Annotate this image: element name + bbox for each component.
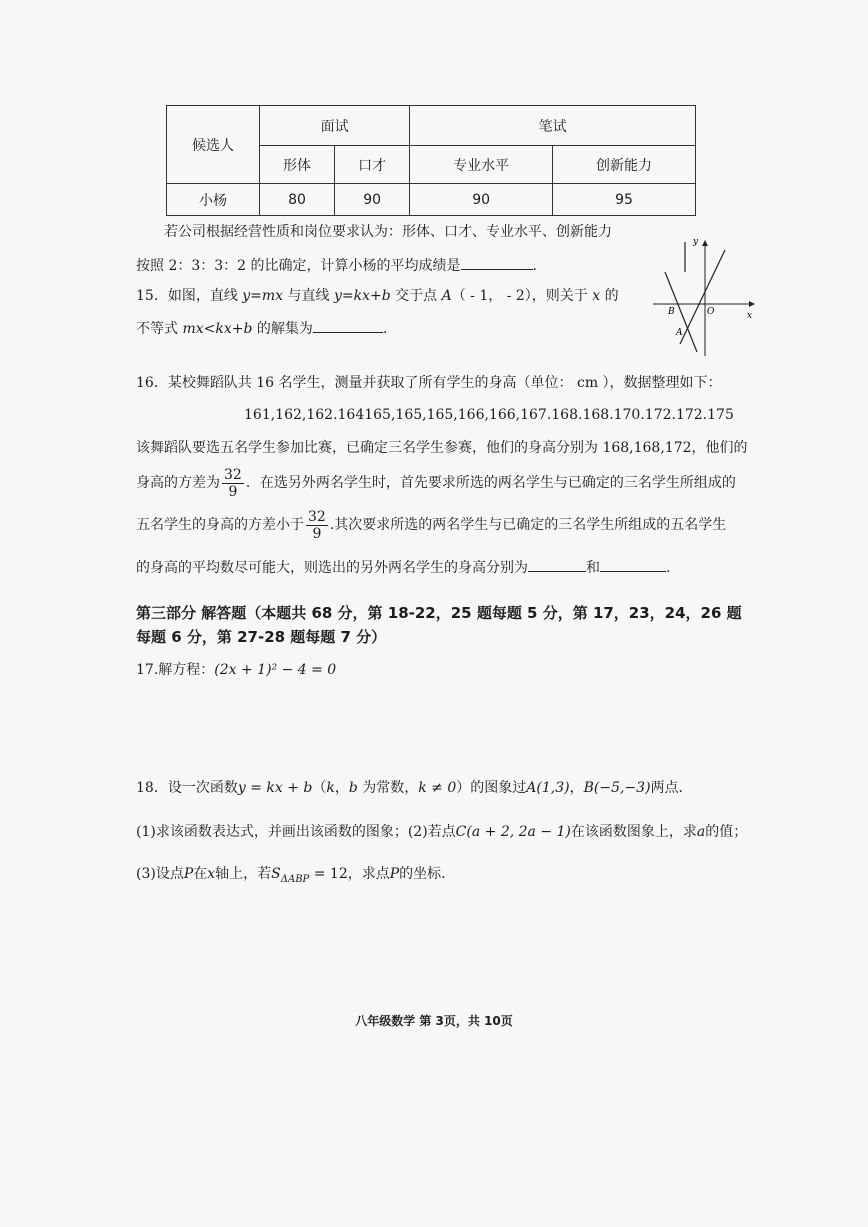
part3-heading-line1: 第三部分 解答题（本题共 68 分，第 18-22，25 题每题 5 分，第 17，23，24，26 题 [136,604,742,622]
q15-text: 15．如图，直线 [136,288,243,304]
q16-text: .其次要求所选的两名学生与已确定的三名学生所组成的五名学生 [329,517,727,533]
q16-line5 [136,508,726,542]
q15-text: （ - 1， - 2），则关于 [451,288,593,304]
score-table [166,105,696,216]
q18-line1 [136,778,683,798]
q18-line3 [136,864,446,890]
q16-text: 的身高的平均数尽可能大，则选出的另外两名学生的身高分别为 [136,560,528,576]
graph-label-x: x [747,311,753,321]
q18-text: 的坐标. [399,866,446,882]
graph-label-O: O [707,307,715,317]
q15-text: 不等式 [136,321,183,337]
q15-text: 的解集为 [252,321,313,337]
q17 [136,660,336,680]
q16-period: . [666,560,671,576]
q16-text: 和 [586,560,600,576]
q16-line6 [136,557,670,578]
fraction-num: 32 [308,508,326,525]
q18-text: = 12，求点 [309,866,390,882]
x-axis-arrow [749,301,755,307]
q15-line2 [136,318,387,339]
q15-ineq: mx<kx+b [182,321,253,337]
col-header: 口才 [335,146,410,184]
part3-heading-line2: 每题 6 分，第 27-28 题每题 7 分） [136,628,387,646]
col-header: 专业水平 [410,146,553,184]
q18-ptA: A(1,3) [526,780,570,796]
header-interview: 面试 [260,106,410,146]
col-header: 创新能力 [553,146,696,184]
q18-text: 轴上，若 [215,866,272,882]
q18-text: ）的图象过 [456,780,527,796]
answer-blank[interactable] [600,557,666,572]
graph-label-y: y [693,237,699,247]
q15-graph [645,232,760,362]
q15-text: 交于点 [390,288,442,304]
fraction-num: 32 [224,466,242,483]
fraction [306,509,328,542]
q18-text: （ [312,780,327,796]
q18-P: P [389,866,400,882]
q18-b: b [348,780,358,796]
col-header: 形体 [260,146,335,184]
table-cell: 90 [410,184,553,216]
q15-var: x [592,288,601,304]
answer-blank[interactable] [461,255,533,270]
q18-S: S [271,866,281,882]
answer-blank[interactable] [313,318,383,333]
q18-k: k [326,780,335,796]
row-name: 小杨 [167,184,260,216]
q18-x: x [207,866,216,882]
table-cell: 80 [260,184,335,216]
q14-period: . [532,258,537,274]
q15-line1 [136,286,619,306]
q18-text: ， [334,780,349,796]
q17-label: 17.解方程： [136,662,215,678]
q15-eq1: y=mx [242,288,284,304]
q16-text: ．在选另外两名学生时，首先要求所选的两名学生与已确定的三名学生所组成的 [245,475,736,491]
q15-eq2: y=kx+b [333,288,391,304]
q18-text: 在 [193,866,208,882]
fraction [222,467,244,500]
q18-text: 两点. [650,780,683,796]
graph-label-A: A [676,328,683,338]
q18-Ssub: ΔABP [280,873,310,885]
q17-expr: (2x + 1)² − 4 = 0 [214,662,337,678]
q18-eq: y = kx + b [237,780,313,796]
q14-line2 [136,255,537,276]
q18-text: (3)设点 [136,866,184,882]
q14-text: 按照 2：3：3：2 的比确定，计算小杨的平均成绩是 [136,258,461,274]
q18-ptC: C(a + 2, 2a − 1) [455,824,571,840]
q16-text: 身高的方差为 [136,475,220,491]
table-cell: 90 [335,184,410,216]
q18-line2 [136,822,747,842]
q18-text: 18．设一次函数 [136,780,238,796]
fraction-den: 9 [312,525,322,542]
q16-data: 161,162,162.164165,165,165,166,166,167.168.168.170.172.172.175 [244,407,734,423]
table-cell: 95 [553,184,696,216]
header-candidate: 候选人 [167,106,260,184]
q18-text: ， [569,780,584,796]
graph-label-B: B [668,307,675,317]
page-footer: 八年级数学 第 3页，共 10页 [355,1014,513,1028]
q15-text: 与直线 [283,288,334,304]
q15-text: 的 [600,288,619,304]
q16-text: 五名学生的身高的方差小于 [136,517,304,533]
q16-line1: 16．某校舞蹈队共 16 名学生，测量并获取了所有学生的身高（单位： cm ），数据整理如下： [136,375,722,391]
q18-text: 的值； [705,824,748,840]
q16-line4 [136,466,736,500]
answer-blank[interactable] [528,557,586,572]
q18-a: a [696,824,706,840]
q18-kne: k ≠ 0 [418,780,457,796]
q15-pointA: A [441,288,452,304]
q15-period: . [382,321,388,337]
q18-text: 在该函数图象上，求 [570,824,697,840]
q14-line1: 若公司根据经营性质和岗位要求认为：形体、口才、专业水平、创新能力 [164,224,612,240]
q18-text: (1)求该函数表达式，并画出该函数的图象；(2)若点 [136,824,456,840]
q18-P: P [183,866,194,882]
q18-ptB: B(−5,−3) [583,780,651,796]
q18-text: 为常数， [357,780,419,796]
q16-line3: 该舞蹈队要选五名学生参加比赛，已确定三名学生参赛，他们的身高分别为 168,168,172，他们的 [136,440,748,456]
fraction-den: 9 [228,483,238,500]
header-written: 笔试 [410,106,696,146]
y-axis-arrow [702,240,708,246]
line-mx [680,250,725,344]
